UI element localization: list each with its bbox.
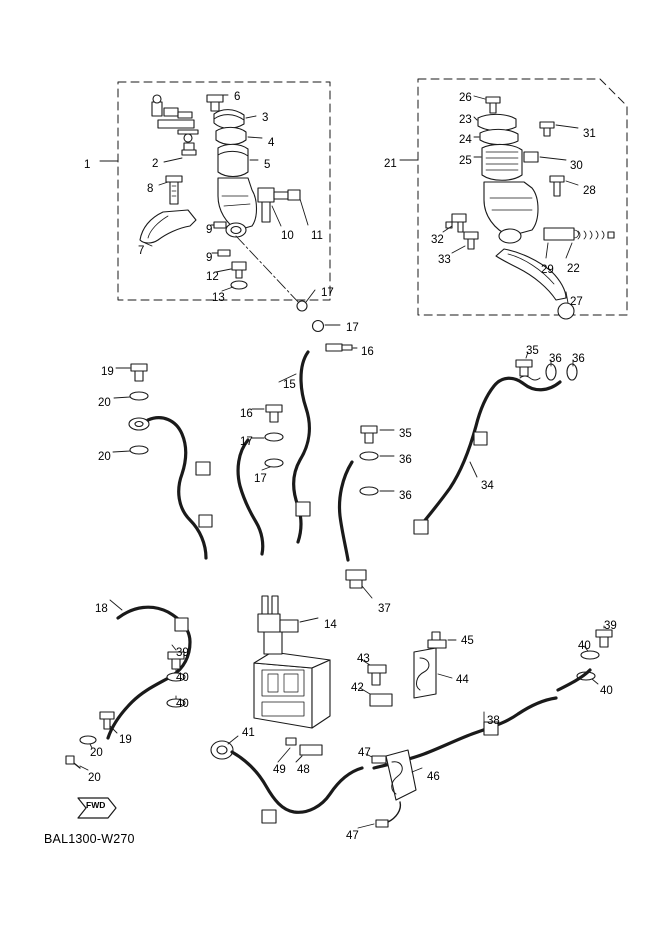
callout-number-4: 4	[268, 137, 275, 149]
callout-number-47: 47	[358, 747, 371, 759]
callout-number-9: 9	[206, 252, 213, 264]
callout-number-7: 7	[138, 245, 145, 257]
callout-number-40: 40	[176, 672, 189, 684]
callout-number-19: 19	[119, 734, 132, 746]
callout-number-2: 2	[152, 158, 159, 170]
callout-number-41: 41	[242, 727, 255, 739]
callout-number-14: 14	[324, 619, 337, 631]
callout-number-43: 43	[357, 653, 370, 665]
callout-number-22: 22	[567, 263, 580, 275]
callout-number-40: 40	[600, 685, 613, 697]
callout-number-35: 35	[526, 345, 539, 357]
callout-number-8: 8	[147, 183, 154, 195]
callout-number-49: 49	[273, 764, 286, 776]
callout-number-36: 36	[572, 353, 585, 365]
part-code-label: BAL1300-W270	[44, 832, 135, 846]
callout-number-26: 26	[459, 92, 472, 104]
callout-number-34: 34	[481, 480, 494, 492]
callout-number-33: 33	[438, 254, 451, 266]
callout-number-36: 36	[399, 454, 412, 466]
callout-number-18: 18	[95, 603, 108, 615]
callout-number-31: 31	[583, 128, 596, 140]
callout-number-25: 25	[459, 155, 472, 167]
fwd-direction-label: FWD	[86, 800, 106, 810]
callout-number-45: 45	[461, 635, 474, 647]
callout-number-13: 13	[212, 292, 225, 304]
callout-number-20: 20	[90, 747, 103, 759]
callout-number-20: 20	[88, 772, 101, 784]
callout-number-27: 27	[570, 296, 583, 308]
callout-number-36: 36	[399, 490, 412, 502]
callout-number-30: 30	[570, 160, 583, 172]
callout-number-15: 15	[283, 379, 296, 391]
callout-number-39: 39	[604, 620, 617, 632]
callout-number-17: 17	[254, 473, 267, 485]
callout-number-46: 46	[427, 771, 440, 783]
callout-number-40: 40	[578, 640, 591, 652]
callout-number-48: 48	[297, 764, 310, 776]
callout-number-29: 29	[541, 264, 554, 276]
callout-number-38: 38	[487, 715, 500, 727]
callout-number-1: 1	[84, 159, 91, 171]
callout-number-20: 20	[98, 451, 111, 463]
callout-number-16: 16	[240, 408, 253, 420]
callout-number-5: 5	[264, 159, 271, 171]
callout-number-3: 3	[262, 112, 269, 124]
callout-number-39: 39	[176, 647, 189, 659]
callout-number-17: 17	[346, 322, 359, 334]
callout-number-10: 10	[281, 230, 294, 242]
callout-number-16: 16	[361, 346, 374, 358]
callout-number-9: 9	[206, 224, 213, 236]
callout-number-23: 23	[459, 114, 472, 126]
callout-number-32: 32	[431, 234, 444, 246]
callout-number-11: 11	[311, 230, 323, 242]
callout-number-24: 24	[459, 134, 472, 146]
callout-number-21: 21	[384, 158, 397, 170]
callout-number-36: 36	[549, 353, 562, 365]
callout-number-47: 47	[346, 830, 359, 842]
callout-number-17: 17	[240, 436, 253, 448]
callout-number-19: 19	[101, 366, 114, 378]
callout-number-44: 44	[456, 674, 469, 686]
callout-number-6: 6	[234, 91, 241, 103]
callout-number-37: 37	[378, 603, 391, 615]
callout-number-42: 42	[351, 682, 364, 694]
callout-number-20: 20	[98, 397, 111, 409]
callout-number-35: 35	[399, 428, 412, 440]
callout-number-28: 28	[583, 185, 596, 197]
callout-number-40: 40	[176, 698, 189, 710]
callout-number-17: 17	[321, 287, 334, 299]
callout-number-12: 12	[206, 271, 219, 283]
